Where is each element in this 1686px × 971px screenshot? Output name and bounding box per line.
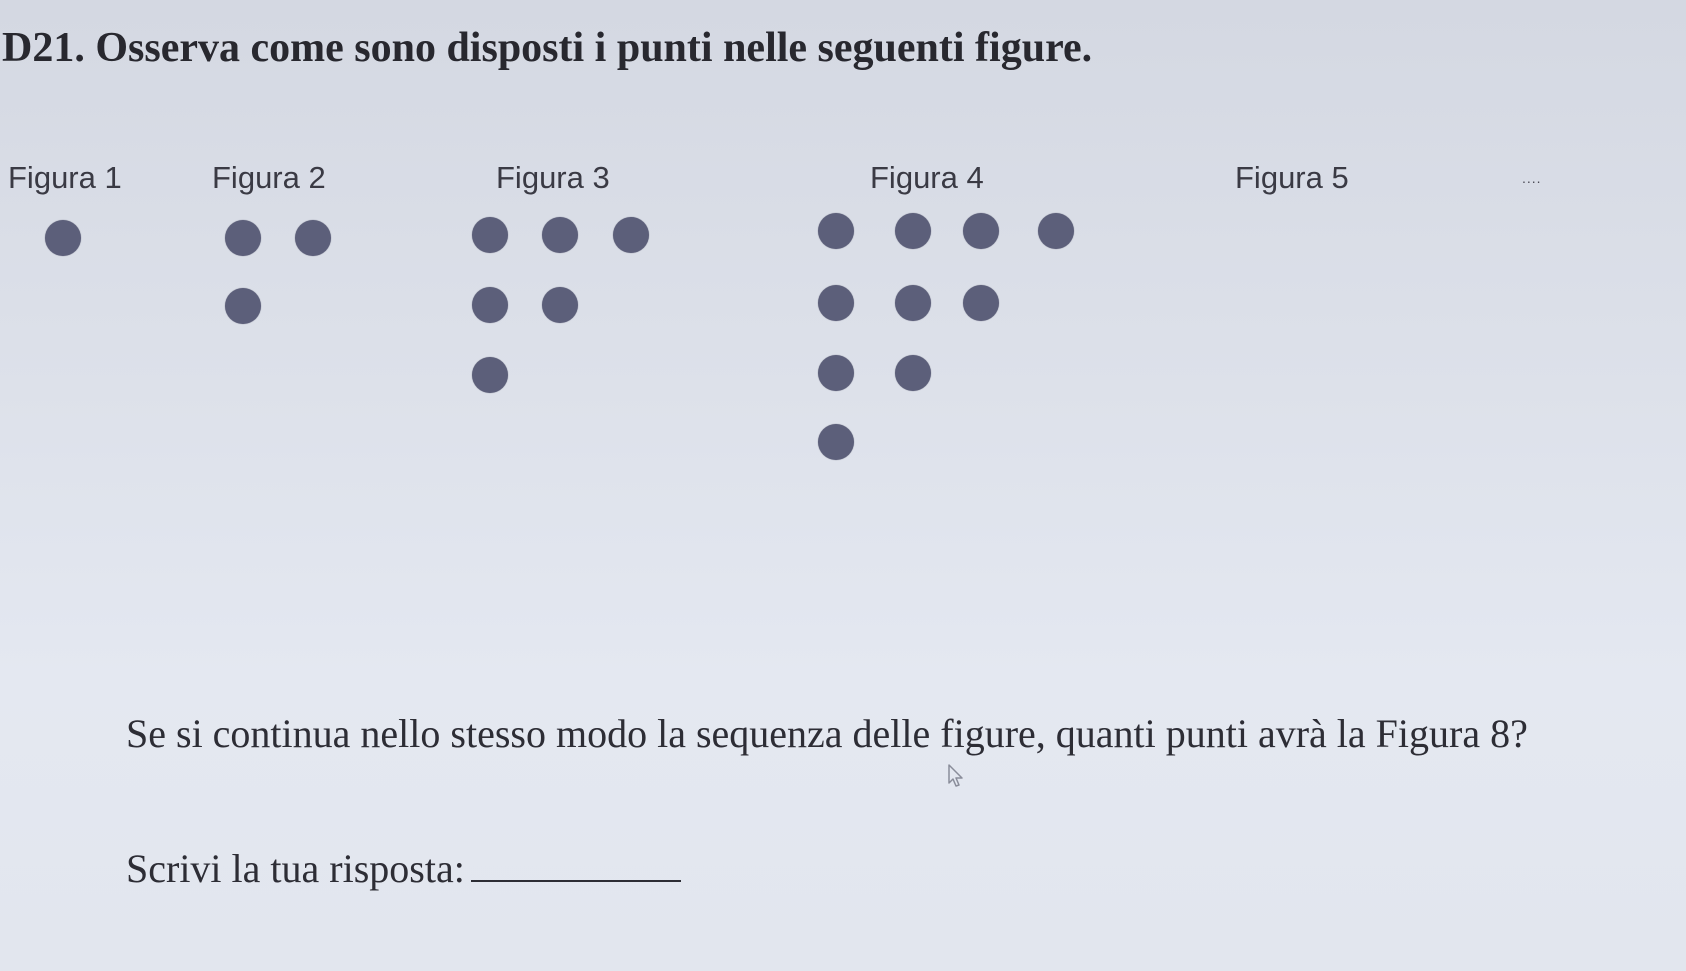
dot [472, 287, 508, 323]
dot [963, 285, 999, 321]
dot [895, 285, 931, 321]
question-title: D21. Osserva come sono disposti i punti nelle seguenti figure. [2, 25, 1093, 71]
figure-2-label: Figura 2 [212, 160, 326, 195]
continuation-ellipsis: .... [1522, 170, 1542, 186]
dot [542, 217, 578, 253]
dot [613, 217, 649, 253]
answer-blank-line[interactable] [471, 880, 681, 882]
dot [818, 424, 854, 460]
dot [295, 220, 331, 256]
dot [818, 285, 854, 321]
dot [225, 220, 261, 256]
dot [472, 217, 508, 253]
dot [542, 287, 578, 323]
dot [963, 213, 999, 249]
dot [225, 288, 261, 324]
dot [895, 355, 931, 391]
dot [818, 213, 854, 249]
figure-4-label: Figura 4 [870, 160, 984, 195]
dot [472, 357, 508, 393]
question-text: Se si continua nello stesso modo la sequenza delle figure, quanti punti avrà la Figura 8? [126, 711, 1528, 756]
answer-prompt: Scrivi la tua risposta: [126, 846, 465, 891]
figure-3-label: Figura 3 [496, 160, 610, 195]
dot [45, 220, 81, 256]
dot [818, 355, 854, 391]
dot [1038, 213, 1074, 249]
figure-5-label: Figura 5 [1235, 160, 1349, 195]
figure-1-label: Figura 1 [8, 160, 122, 195]
answer-row [126, 845, 681, 892]
dot [895, 213, 931, 249]
mouse-cursor-icon [947, 764, 965, 788]
